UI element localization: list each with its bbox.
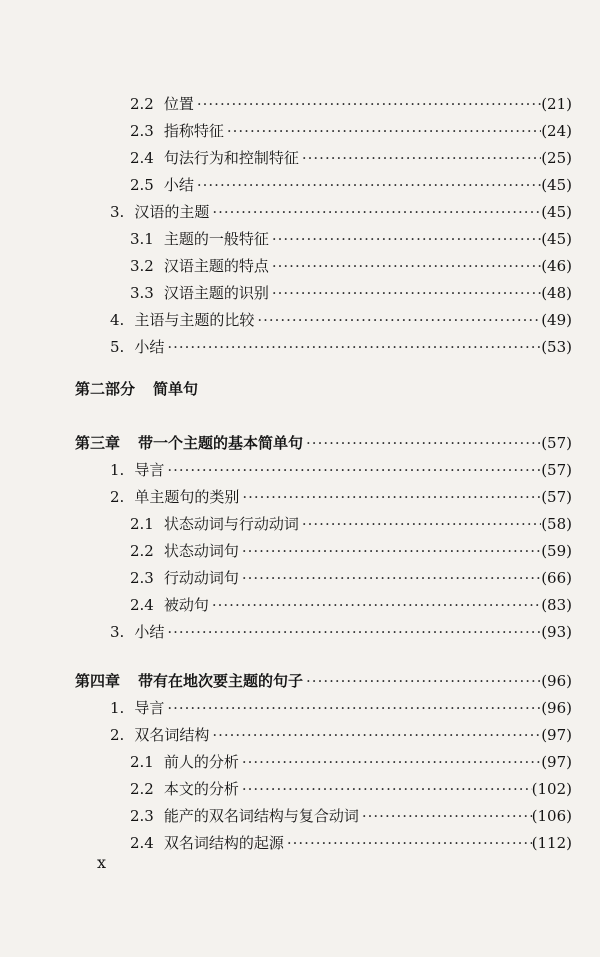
- entry-number: 3.3: [130, 284, 154, 302]
- toc-entry: [110, 454, 572, 480]
- dot-leader: [209, 595, 541, 615]
- entry-number: 1.: [110, 699, 125, 717]
- toc-entry: [110, 304, 572, 330]
- chapter-heading: [75, 427, 572, 453]
- entry-title: 导言: [134, 699, 165, 717]
- toc-entry: [130, 508, 572, 534]
- entry-number: 5.: [110, 338, 125, 356]
- entry-title: 行动动词句: [163, 569, 239, 587]
- entry-number: 2.5: [130, 176, 154, 194]
- entry-page: (24): [541, 122, 572, 140]
- entry-page: (97): [541, 726, 572, 744]
- entry-page: (49): [541, 311, 572, 329]
- entry-number: 1.: [110, 461, 125, 479]
- entry-page: (45): [541, 203, 572, 221]
- dot-leader: [164, 337, 541, 357]
- entry-number: 2.3: [130, 807, 154, 825]
- dot-leader: [303, 433, 541, 453]
- dot-leader: [209, 725, 541, 745]
- dot-leader: [284, 833, 532, 853]
- entry-title: 汉语主题的特点: [163, 257, 269, 275]
- entry-page: (45): [541, 176, 572, 194]
- entry-page: (57): [541, 488, 572, 506]
- chapter-page: (57): [541, 434, 572, 452]
- toc-entry: [110, 481, 572, 507]
- chapter-heading: [75, 665, 572, 691]
- toc-entry: [130, 277, 572, 303]
- entry-title: 前人的分析: [163, 753, 239, 771]
- chapter-title: 带一个主题的基本简单句: [138, 434, 304, 452]
- toc-entry: [110, 616, 572, 642]
- entry-title: 位置: [163, 95, 194, 113]
- toc-entry: [130, 223, 572, 249]
- part-title: 简单句: [153, 380, 199, 398]
- entry-number: 2.4: [130, 596, 154, 614]
- page-folio: x: [97, 853, 107, 872]
- entry-title: 双名词结构的起源: [163, 834, 284, 852]
- toc-entry: [130, 800, 572, 826]
- entry-title: 导言: [134, 461, 165, 479]
- entry-page: (59): [541, 542, 572, 560]
- toc-entry: [110, 196, 572, 222]
- dot-leader: [239, 752, 541, 772]
- dot-leader: [299, 514, 541, 534]
- entry-title: 句法行为和控制特征: [163, 149, 299, 167]
- dot-leader: [239, 541, 541, 561]
- toc-entry: [130, 827, 572, 853]
- toc-entry: [130, 169, 572, 195]
- dot-leader: [224, 121, 541, 141]
- dot-leader: [164, 460, 541, 480]
- entry-page: (93): [541, 623, 572, 641]
- toc-entry: [130, 773, 572, 799]
- toc-entry: [130, 142, 572, 168]
- entry-page: (112): [531, 834, 572, 852]
- entry-number: 2.1: [130, 753, 154, 771]
- toc-entry: [110, 331, 572, 357]
- entry-title: 小结: [134, 623, 165, 641]
- toc-entry: [130, 115, 572, 141]
- dot-leader: [239, 487, 541, 507]
- entry-title: 双名词结构: [134, 726, 210, 744]
- dot-leader: [254, 310, 541, 330]
- entry-title: 本文的分析: [163, 780, 239, 798]
- chapter-page: (96): [541, 672, 572, 690]
- chapter-number: 第三章: [75, 434, 121, 452]
- entry-number: 2.1: [130, 515, 154, 533]
- entry-number: 2.2: [130, 95, 154, 113]
- entry-page: (58): [541, 515, 572, 533]
- entry-page: (97): [541, 753, 572, 771]
- dot-leader: [359, 806, 532, 826]
- entry-page: (46): [541, 257, 572, 275]
- dot-leader: [239, 779, 532, 799]
- entry-title: 小结: [163, 176, 194, 194]
- entry-number: 2.4: [130, 149, 154, 167]
- dot-leader: [303, 671, 541, 691]
- entry-title: 小结: [134, 338, 165, 356]
- entry-title: 主语与主题的比较: [134, 311, 255, 329]
- entry-number: 3.2: [130, 257, 154, 275]
- dot-leader: [269, 283, 541, 303]
- toc-entry: [130, 562, 572, 588]
- entry-title: 状态动词句: [163, 542, 239, 560]
- entry-page: (106): [531, 807, 572, 825]
- toc-entry: [130, 589, 572, 615]
- toc-entry: [110, 692, 572, 718]
- entry-number: 2.2: [130, 542, 154, 560]
- entry-title: 汉语的主题: [134, 203, 210, 221]
- entry-page: (96): [541, 699, 572, 717]
- part-heading: [75, 378, 198, 399]
- dot-leader: [269, 229, 541, 249]
- dot-leader: [194, 175, 541, 195]
- dot-leader: [164, 698, 541, 718]
- entry-title: 汉语主题的识别: [163, 284, 269, 302]
- toc-entry: [130, 535, 572, 561]
- entry-number: 3.1: [130, 230, 154, 248]
- toc-entry: [130, 250, 572, 276]
- entry-number: 2.3: [130, 122, 154, 140]
- chapter-title: 带有在地次要主题的句子: [138, 672, 304, 690]
- entry-page: (66): [541, 569, 572, 587]
- entry-page: (21): [541, 95, 572, 113]
- entry-number: 3.: [110, 623, 125, 641]
- toc-entry: [130, 88, 572, 114]
- entry-title: 指称特征: [163, 122, 224, 140]
- entry-page: (83): [541, 596, 572, 614]
- entry-number: 2.: [110, 726, 125, 744]
- entry-title: 主题的一般特征: [163, 230, 269, 248]
- part-label: 第二部分: [75, 380, 136, 398]
- entry-number: 2.2: [130, 780, 154, 798]
- toc-entry: [110, 719, 572, 745]
- entry-number: 3.: [110, 203, 125, 221]
- entry-page: (45): [541, 230, 572, 248]
- dot-leader: [299, 148, 541, 168]
- dot-leader: [164, 622, 541, 642]
- dot-leader: [269, 256, 541, 276]
- entry-page: (25): [541, 149, 572, 167]
- entry-title: 能产的双名词结构与复合动词: [163, 807, 359, 825]
- entry-page: (48): [541, 284, 572, 302]
- entry-title: 单主题句的类别: [134, 488, 240, 506]
- entry-page: (57): [541, 461, 572, 479]
- dot-leader: [209, 202, 541, 222]
- dot-leader: [239, 568, 541, 588]
- entry-number: 4.: [110, 311, 125, 329]
- dot-leader: [194, 94, 541, 114]
- entry-page: (102): [531, 780, 572, 798]
- entry-number: 2.3: [130, 569, 154, 587]
- entry-number: 2.: [110, 488, 125, 506]
- entry-number: 2.4: [130, 834, 154, 852]
- toc-entry: [130, 746, 572, 772]
- entry-page: (53): [541, 338, 572, 356]
- entry-title: 状态动词与行动动词: [163, 515, 299, 533]
- chapter-number: 第四章: [75, 672, 121, 690]
- entry-title: 被动句: [163, 596, 209, 614]
